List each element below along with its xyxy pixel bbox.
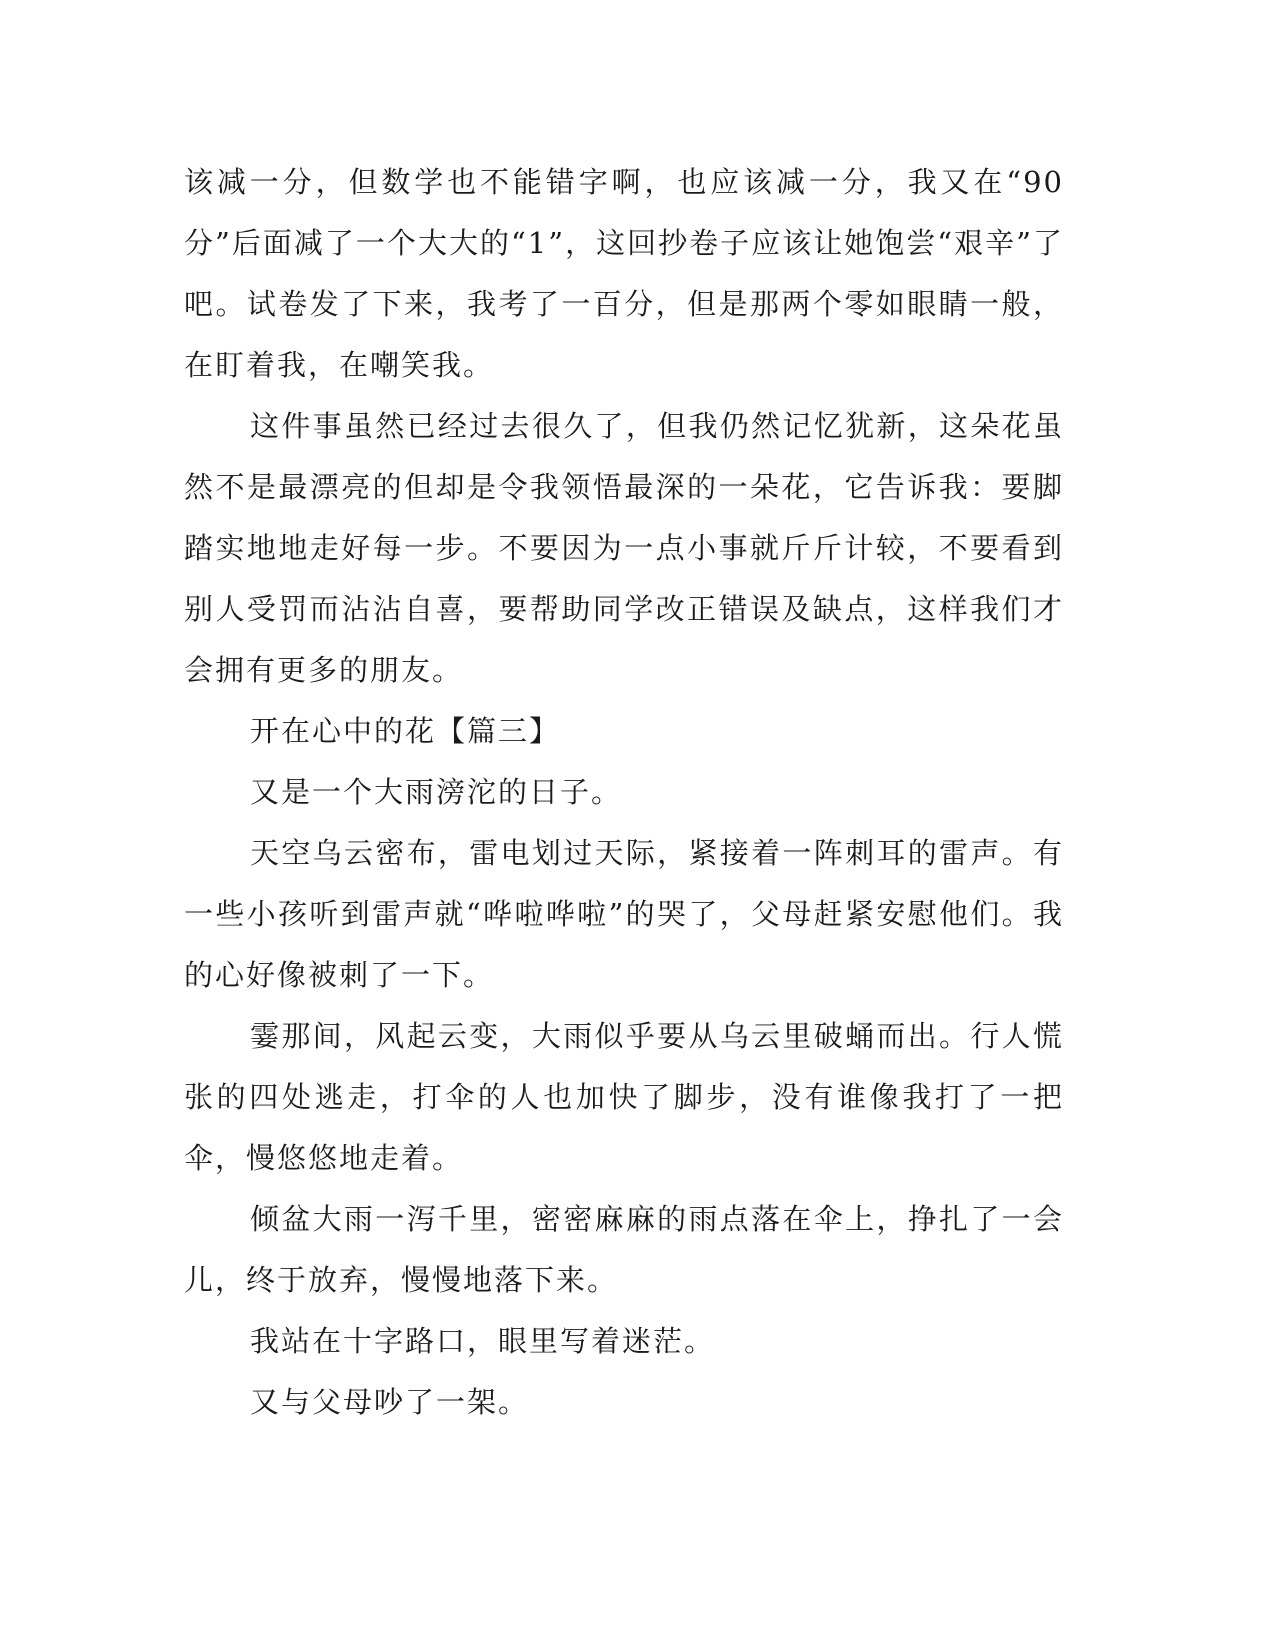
- paragraph: 霎那间，风起云变，大雨似乎要从乌云里破蛹而出。行人慌张的四处逃走，打伞的人也加快了脚步，没有谁像我打了一把伞，慢悠悠地走着。: [184, 1019, 1064, 1175]
- paragraph: 倾盆大雨一泻千里，密密麻麻的雨点落在伞上，挣扎了一会儿，终于放弃，慢慢地落下来。: [184, 1202, 1064, 1297]
- paragraph-continuation: 该减一分，但数学也不能错字啊，也应该减一分，我又在“90分”后面减了一个大大的“1”，这回抄卷子应该让她饱尝“艰辛”了吧。试卷发了下来，我考了一百分，但是那两个零如眼睛一般，在盯着我，在嘲笑我。: [184, 165, 1064, 382]
- section-heading: 开在心中的花【篇三】: [250, 714, 561, 748]
- paragraph-reflection: 这件事虽然已经过去很久了，但我仍然记忆犹新，这朵花虽然不是最漂亮的但却是令我领悟最深的一朵花，它告诉我：要脚踏实地地走好每一步。不要因为一点小事就斤斤计较，不要看到别人受罚而沾沾自喜，要帮助同学改正错误及缺点，这样我们才会拥有更多的朋友。: [184, 409, 1064, 687]
- body-text: [184, 152, 1064, 1433]
- paragraph: 又是一个大雨滂沱的日子。: [250, 775, 623, 809]
- paragraph: 又与父母吵了一架。: [250, 1385, 530, 1419]
- paragraph: 我站在十字路口，眼里写着迷茫。: [250, 1324, 716, 1358]
- paragraph: 天空乌云密布，雷电划过天际，紧接着一阵刺耳的雷声。有一些小孩听到雷声就“哗啦哗啦”的哭了，父母赶紧安慰他们。我的心好像被刺了一下。: [184, 836, 1064, 992]
